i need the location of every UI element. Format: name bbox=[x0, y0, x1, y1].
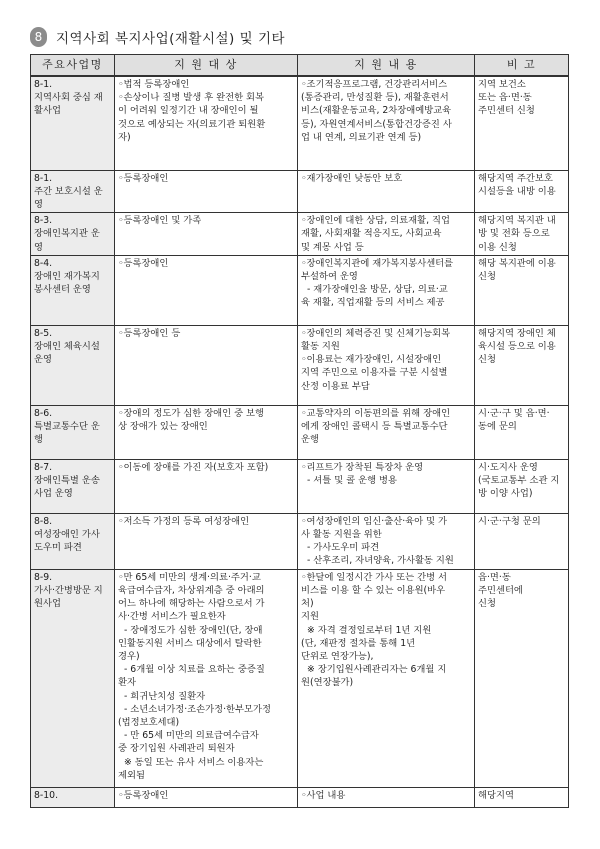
content-cell bbox=[298, 76, 475, 170]
cell-line: ◦저소득 가정의 등록 여성장애인 bbox=[118, 515, 250, 527]
cell-line: - 장애정도가 심한 장애인(단, 장애 bbox=[124, 624, 263, 636]
cell-line: 시·군·구 및 읍·면· bbox=[478, 407, 550, 419]
cell-line: 지원 bbox=[301, 611, 319, 623]
cell-line: 어느 하나에 해당하는 사람으로서 가 bbox=[118, 598, 265, 610]
cell-line: 경우) bbox=[118, 650, 140, 662]
note-cell bbox=[475, 76, 569, 170]
content-cell bbox=[298, 787, 475, 807]
cell-line: 제외됨 bbox=[118, 769, 145, 781]
cell-line: 원(연장불가) bbox=[301, 677, 354, 689]
note-cell bbox=[475, 255, 569, 325]
cell-line: - 소년소녀가정·조손가정·한부모가정 bbox=[124, 703, 271, 715]
cell-line: 중 장기입원 사례관리 퇴원자 bbox=[118, 743, 235, 755]
target-cell bbox=[115, 405, 298, 459]
cell-line: 해당지역 bbox=[478, 789, 514, 801]
cell-line: 이 어려워 일정기간 내 장애인이 될 bbox=[118, 105, 259, 117]
cell-line: 인활동지원 서비스 대상에서 탈락한 bbox=[118, 637, 262, 649]
cell-line: 시설등을 내방 이용 bbox=[478, 185, 556, 197]
cell-line: ◦이용료는 재가장애인, 시설장애인 bbox=[301, 354, 442, 366]
cell-line: ◦등록장애인 bbox=[118, 172, 169, 184]
cell-line: 또는 읍·면·동 bbox=[478, 92, 532, 104]
cell-line: 8-1. bbox=[34, 172, 53, 184]
cell-line: 운영 bbox=[34, 354, 52, 366]
section-number-badge: 8 bbox=[30, 27, 47, 47]
cell-line: 방 이양 사업) bbox=[478, 488, 533, 500]
table-header-row bbox=[31, 55, 569, 77]
cell-line: 8-1. bbox=[34, 79, 53, 90]
cell-line: 주간 보호시설 운 bbox=[34, 185, 103, 197]
program-name-cell bbox=[31, 459, 115, 513]
cell-line: 장애인 체육시설 bbox=[34, 340, 100, 352]
cell-line: 봉사센터 운영 bbox=[34, 284, 91, 296]
cell-line: 신청 bbox=[478, 598, 496, 610]
content-cell bbox=[298, 569, 475, 787]
content-cell bbox=[298, 459, 475, 513]
table-row bbox=[31, 569, 569, 787]
cell-line: 사·간병 서비스가 필요한자 bbox=[118, 611, 226, 623]
note-cell bbox=[475, 170, 569, 213]
content-cell bbox=[298, 325, 475, 405]
target-cell bbox=[115, 513, 298, 569]
cell-line: ※ 장기입원사례관리자는 6개월 지 bbox=[307, 664, 447, 676]
cell-line: ◦등록장애인 bbox=[118, 789, 169, 801]
cell-line: 주민센터 신청 bbox=[478, 105, 535, 117]
cell-line: - 셔틀 및 콜 운행 병용 bbox=[307, 474, 397, 486]
target-cell bbox=[115, 459, 298, 513]
cell-line: ※ 동일 또는 유사 서비스 이용자는 bbox=[124, 756, 264, 768]
cell-line: ◦장애인의 체력증진 및 신체기능회복 bbox=[301, 327, 451, 339]
cell-line: ◦이동에 장애를 가진 자(보호자 포함) bbox=[118, 461, 269, 473]
cell-line: 에게 장애인 콜택시 등 특별교통수단 bbox=[301, 420, 448, 432]
cell-line: 신청 bbox=[478, 354, 496, 366]
cell-line: - 산후조리, 자녀양육, 가사활동 지원 bbox=[307, 555, 454, 567]
table-row bbox=[31, 255, 569, 325]
cell-line: 시·군·구청 문의 bbox=[478, 515, 541, 527]
cell-line: ◦장애의 정도가 심한 장애인 중 보행 bbox=[118, 407, 264, 419]
cell-line: 상 장애가 있는 장애인 bbox=[118, 420, 208, 432]
cell-line: 가사·간병방문 지 bbox=[34, 584, 103, 596]
program-name-cell bbox=[31, 170, 115, 213]
target-cell bbox=[115, 325, 298, 405]
table-row bbox=[31, 325, 569, 405]
cell-line: 운행 bbox=[301, 434, 319, 446]
cell-line: ◦교통약자의 이동편의를 위해 장애인 bbox=[301, 407, 451, 419]
note-cell bbox=[475, 325, 569, 405]
column-header-content: 지 원 내 용 bbox=[298, 55, 475, 77]
cell-line: 환자 bbox=[118, 677, 136, 689]
cell-line: 8-10. bbox=[34, 789, 59, 801]
cell-line: 업 내 연계, 의료기관 연계 등) bbox=[301, 131, 422, 143]
section-header bbox=[30, 26, 285, 48]
cell-line: 부설하여 운영 bbox=[301, 270, 358, 282]
content-cell bbox=[298, 513, 475, 569]
table-row bbox=[31, 787, 569, 807]
program-name-cell bbox=[31, 405, 115, 459]
cell-line: ◦리프트가 장착된 특장차 운영 bbox=[301, 461, 424, 473]
cell-line: 8-7. bbox=[34, 461, 53, 473]
cell-line: (단, 재판정 절차를 통해 1년 bbox=[301, 637, 416, 649]
cell-line: - 만 65세 미만의 의료급여수급자 bbox=[124, 730, 259, 742]
section-title: 지역사회 복지사업(재활시설) 및 기타 bbox=[56, 31, 286, 47]
cell-line: ◦재가장애인 낮동안 보호 bbox=[301, 172, 403, 184]
cell-line: - 6개월 이상 치료를 요하는 중증질 bbox=[124, 664, 265, 676]
cell-line: 단위로 연장가능), bbox=[301, 650, 374, 662]
program-name-cell bbox=[31, 325, 115, 405]
column-header-note: 비 고 bbox=[475, 55, 569, 77]
content-cell bbox=[298, 170, 475, 213]
note-cell bbox=[475, 513, 569, 569]
cell-line: 재활, 사회재활 적응지도, 사회교육 bbox=[301, 228, 442, 240]
cell-line: 지역 주민으로 이용자를 구분 시설별 bbox=[301, 367, 448, 379]
cell-line: - 재가장애인을 방문, 상담, 의료·교 bbox=[307, 284, 448, 296]
cell-line: 8-5. bbox=[34, 327, 53, 339]
cell-line: (국토교통부 소관 지 bbox=[478, 474, 560, 486]
program-name-cell bbox=[31, 569, 115, 787]
cell-line: 읍·면·동 bbox=[478, 571, 511, 583]
cell-line: 및 계몽 사업 등 bbox=[301, 241, 364, 253]
cell-line: 사업 운영 bbox=[34, 488, 73, 500]
column-header-target: 지 원 대 상 bbox=[115, 55, 298, 77]
cell-line: 활동 지원 bbox=[301, 340, 340, 352]
cell-line: ◦사업 내용 bbox=[301, 789, 346, 801]
cell-line: (법정보호세대) bbox=[118, 716, 180, 728]
cell-line: ◦장애인에 대한 상담, 의료재활, 직업 bbox=[301, 215, 450, 227]
cell-line: 8-9. bbox=[34, 571, 53, 583]
cell-line: ◦등록장애인 및 가족 bbox=[118, 215, 202, 227]
cell-line: 시·도지사 운영 bbox=[478, 461, 538, 473]
cell-line: - 가사도우미 파견 bbox=[307, 542, 380, 554]
cell-line: 장애인복지관 운 bbox=[34, 228, 100, 240]
content-cell bbox=[298, 255, 475, 325]
cell-line: (통증관리, 만성질환 등), 재활훈련서 bbox=[301, 92, 449, 104]
cell-line: 육시설 등으로 이용 bbox=[478, 340, 556, 352]
cell-line: ◦장애인복지관에 재가복지봉사센터를 bbox=[301, 257, 454, 269]
cell-line: 여성장애인 가사 bbox=[34, 528, 100, 540]
target-cell bbox=[115, 255, 298, 325]
cell-line: 육 재활, 직업재활 등의 서비스 제공 bbox=[301, 297, 445, 309]
cell-line: 비스(재활운동교육, 2차장애예방교육 bbox=[301, 105, 452, 117]
cell-line: 지역 보건소 bbox=[478, 79, 526, 90]
target-cell bbox=[115, 213, 298, 256]
cell-line: 동에 문의 bbox=[478, 420, 517, 432]
cell-line: 8-8. bbox=[34, 515, 53, 527]
column-header-program: 주요사업명 bbox=[31, 55, 115, 77]
cell-line: 해당지역 장애인 체 bbox=[478, 327, 556, 339]
table-row bbox=[31, 405, 569, 459]
cell-line: 해당 복지관에 이용 bbox=[478, 257, 556, 269]
cell-line: ◦등록장애인 등 bbox=[118, 327, 181, 339]
cell-line: ◦여성장애인의 임신·출산·육아 및 가 bbox=[301, 515, 447, 527]
cell-line: 활사업 bbox=[34, 105, 61, 117]
cell-line: ※ 자격 결정일로부터 1년 지원 bbox=[307, 624, 432, 636]
cell-line: 장애인 재가복지 bbox=[34, 270, 100, 282]
program-name-cell bbox=[31, 787, 115, 807]
table-row bbox=[31, 213, 569, 256]
target-cell bbox=[115, 787, 298, 807]
table-row bbox=[31, 513, 569, 569]
program-name-cell bbox=[31, 513, 115, 569]
cell-line: 사 활동 지원을 위한 bbox=[301, 528, 382, 540]
cell-line: 것으로 예상되는 자(의료기관 퇴원환 bbox=[118, 118, 266, 130]
cell-line: 비스를 이용 할 수 있는 이용원(바우 bbox=[301, 584, 446, 596]
cell-line: 주민센터에 bbox=[478, 584, 523, 596]
cell-line: 원사업 bbox=[34, 598, 61, 610]
cell-line: 8-3. bbox=[34, 215, 53, 227]
content-cell bbox=[298, 405, 475, 459]
cell-line: ◦손상이나 질병 발생 후 완전한 회복 bbox=[118, 92, 264, 104]
cell-line: 영 bbox=[34, 241, 43, 253]
welfare-program-table bbox=[30, 54, 569, 808]
cell-line: 산정 이용료 부담 bbox=[301, 380, 370, 392]
note-cell bbox=[475, 405, 569, 459]
cell-line: 영 bbox=[34, 198, 43, 210]
cell-line: ◦만 65세 미만의 생계·의료·주거·교 bbox=[118, 571, 261, 583]
cell-line: ◦법적 등록장애인 bbox=[118, 79, 190, 90]
note-cell bbox=[475, 569, 569, 787]
note-cell bbox=[475, 459, 569, 513]
cell-line: 8-4. bbox=[34, 257, 53, 269]
cell-line: ◦조기적응프로그램, 건강관리서비스 bbox=[301, 79, 448, 90]
program-name-cell bbox=[31, 76, 115, 170]
cell-line: - 희귀난치성 질환자 bbox=[124, 690, 206, 702]
cell-line: 육급여수급자, 차상위계층 중 아래의 bbox=[118, 584, 265, 596]
cell-line: 방 및 전화 등으로 bbox=[478, 228, 550, 240]
cell-line: 행 bbox=[34, 434, 43, 446]
cell-line: 지역사회 중심 재 bbox=[34, 92, 103, 104]
cell-line: 신청 bbox=[478, 270, 496, 282]
table-row bbox=[31, 459, 569, 513]
cell-line: 특별교통수단 운 bbox=[34, 420, 100, 432]
cell-line: 장애인특별 운송 bbox=[34, 474, 100, 486]
note-cell bbox=[475, 213, 569, 256]
cell-line: 처) bbox=[301, 598, 314, 610]
cell-line: ◦한달에 일정시간 가사 또는 간병 서 bbox=[301, 571, 447, 583]
note-cell bbox=[475, 787, 569, 807]
cell-line: 자) bbox=[118, 131, 131, 143]
cell-line: 도우미 파견 bbox=[34, 542, 82, 554]
cell-line: 해당지역 주간보호 bbox=[478, 172, 553, 184]
target-cell bbox=[115, 76, 298, 170]
cell-line: 8-6. bbox=[34, 407, 53, 419]
content-cell bbox=[298, 213, 475, 256]
program-name-cell bbox=[31, 213, 115, 256]
target-cell bbox=[115, 569, 298, 787]
target-cell bbox=[115, 170, 298, 213]
table-row bbox=[31, 76, 569, 170]
cell-line: 이용 신청 bbox=[478, 241, 517, 253]
table-row bbox=[31, 170, 569, 213]
program-name-cell bbox=[31, 255, 115, 325]
cell-line: 해당지역 복지관 내 bbox=[478, 215, 556, 227]
cell-line: ◦등록장애인 bbox=[118, 257, 169, 269]
cell-line: 등), 자원연계서비스(통합건강증진 사 bbox=[301, 118, 452, 130]
